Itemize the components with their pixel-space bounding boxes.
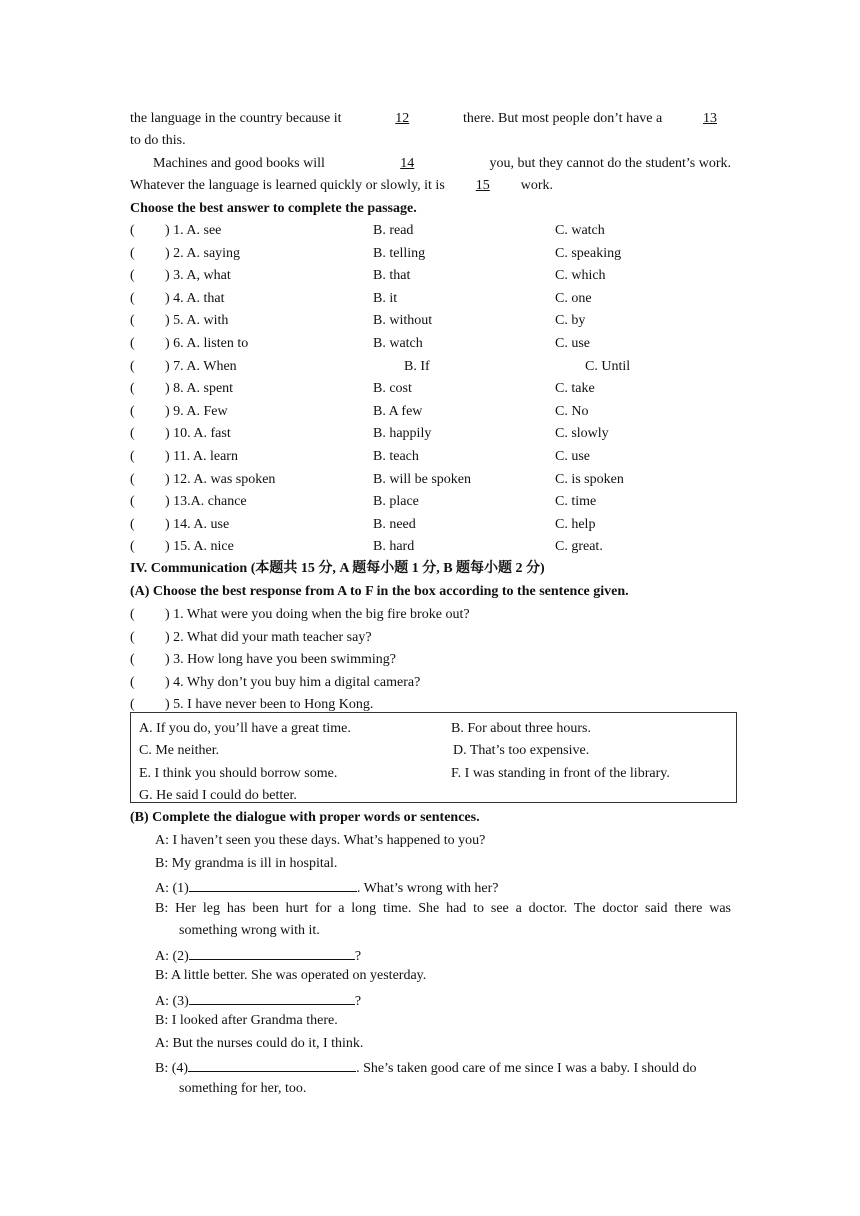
passage-text: Whatever the language is learned quickly or slowly, it is bbox=[130, 178, 445, 193]
mc-option-b: B. watch bbox=[373, 336, 423, 351]
dialogue-text: B: (4) bbox=[155, 1061, 189, 1076]
dialogue-text: ? bbox=[354, 994, 362, 1009]
mc-option-b: B. need bbox=[373, 517, 416, 532]
answer-paren: ( bbox=[130, 223, 135, 238]
section-heading: (B) Complete the dialogue with proper words or sentences. bbox=[130, 810, 480, 825]
dialogue-line: B: I looked after Grandma there. bbox=[155, 1013, 338, 1028]
answer-paren: ( bbox=[130, 517, 135, 532]
box-option: F. I was standing in front of the library. bbox=[451, 766, 670, 781]
mc-option-b: B. it bbox=[373, 291, 398, 306]
partA-question: ) 1. What were you doing when the big fire broke out? bbox=[165, 607, 470, 622]
dialogue-line: something wrong with it. bbox=[179, 923, 320, 938]
mc-question: ) 9. A. Few bbox=[165, 404, 228, 419]
mc-option-b: B. without bbox=[373, 313, 433, 328]
blank-15: 15 bbox=[475, 178, 490, 193]
mc-question: ) 15. A. nice bbox=[165, 539, 234, 554]
mc-option-c: C. use bbox=[555, 336, 590, 351]
answer-paren: ( bbox=[130, 675, 135, 690]
answer-paren: ( bbox=[130, 449, 135, 464]
answer-paren: ( bbox=[130, 359, 135, 374]
mc-question: ) 11. A. learn bbox=[165, 449, 238, 464]
answer-paren: ( bbox=[130, 472, 135, 487]
mc-question: ) 14. A. use bbox=[165, 517, 230, 532]
answer-box bbox=[130, 712, 737, 803]
dialogue-line: A: I haven’t seen you these days. What’s happened to you? bbox=[155, 833, 486, 848]
mc-option-c: C. take bbox=[555, 381, 595, 396]
mc-option-b: B. that bbox=[373, 268, 411, 283]
section-heading: IV. Communication (本题共 15 分, A 题每小题 1 分, B 题每小题 2 分) bbox=[130, 561, 545, 576]
blank-14: 14 bbox=[400, 156, 415, 171]
passage-text: you, but they cannot do the student’s work. bbox=[489, 156, 731, 171]
answer-paren: ( bbox=[130, 630, 135, 645]
box-option: G. He said I could do better. bbox=[139, 788, 297, 803]
answer-paren: ( bbox=[130, 381, 135, 396]
mc-question: ) 6. A. listen to bbox=[165, 336, 249, 351]
box-option: E. I think you should borrow some. bbox=[139, 766, 338, 781]
mc-option-b: B. read bbox=[373, 223, 414, 238]
blank-12: 12 bbox=[395, 111, 410, 126]
dialogue-line: B: My grandma is ill in hospital. bbox=[155, 856, 338, 871]
mc-option-b: B. telling bbox=[373, 246, 426, 261]
dialogue-text: A: (1) bbox=[155, 881, 189, 896]
passage-line-2: to do this. bbox=[130, 133, 186, 148]
answer-blank-3[interactable] bbox=[189, 991, 355, 1005]
answer-blank-2[interactable] bbox=[189, 946, 355, 960]
box-option: A. If you do, you’ll have a great time. bbox=[139, 721, 351, 736]
answer-paren: ( bbox=[130, 268, 135, 283]
passage-line-4 bbox=[130, 178, 553, 194]
dialogue-line: A: But the nurses could do it, I think. bbox=[155, 1036, 364, 1051]
answer-paren: ( bbox=[130, 404, 135, 419]
mc-option-c: C. by bbox=[555, 313, 586, 328]
section-heading: (A) Choose the best response from A to F in the box according to the sentence given. bbox=[130, 584, 629, 599]
dialogue-text: A: (2) bbox=[155, 949, 189, 964]
dialogue-text: . What’s wrong with her? bbox=[356, 881, 499, 896]
mc-option-c: C. use bbox=[555, 449, 590, 464]
answer-paren: ( bbox=[130, 426, 135, 441]
answer-paren: ( bbox=[130, 313, 135, 328]
mc-option-c: C. slowly bbox=[555, 426, 609, 441]
mc-option-c: C. help bbox=[555, 517, 596, 532]
mc-option-b: B. will be spoken bbox=[373, 472, 471, 487]
mc-option-b: B. cost bbox=[373, 381, 412, 396]
dialogue-line bbox=[155, 991, 361, 1010]
mc-option-c: C. one bbox=[555, 291, 592, 306]
mc-option-c: C. watch bbox=[555, 223, 605, 238]
dialogue-text: A: (3) bbox=[155, 994, 189, 1009]
mc-option-c: C. Until bbox=[585, 359, 631, 374]
dialogue-line bbox=[155, 878, 498, 897]
mc-option-c: C. speaking bbox=[555, 246, 622, 261]
mc-option-c: C. great. bbox=[555, 539, 603, 554]
answer-paren: ( bbox=[130, 652, 135, 667]
blank-13: 13 bbox=[702, 111, 717, 126]
dialogue-text: . She’s taken good care of me since I was a baby. I should do bbox=[356, 1061, 697, 1076]
mc-question: ) 10. A. fast bbox=[165, 426, 231, 441]
mc-option-b: B. A few bbox=[373, 404, 423, 419]
mc-question: ) 12. A. was spoken bbox=[165, 472, 276, 487]
mc-option-b: B. hard bbox=[373, 539, 415, 554]
mc-question: ) 3. A, what bbox=[165, 268, 231, 283]
dialogue-text: ? bbox=[354, 949, 362, 964]
mc-option-c: C. is spoken bbox=[555, 472, 624, 487]
section-heading: Choose the best answer to complete the passage. bbox=[130, 201, 417, 216]
partA-question: ) 4. Why don’t you buy him a digital camera? bbox=[165, 675, 421, 690]
answer-blank-1[interactable] bbox=[189, 878, 357, 892]
answer-paren: ( bbox=[130, 291, 135, 306]
passage-text: work. bbox=[520, 178, 554, 193]
partA-question: ) 5. I have never been to Hong Kong. bbox=[165, 697, 374, 712]
passage-text: Machines and good books will bbox=[153, 156, 325, 171]
mc-option-c: C. time bbox=[555, 494, 597, 509]
mc-option-b: B. teach bbox=[373, 449, 419, 464]
passage-line-3 bbox=[153, 156, 731, 172]
dialogue-line: B: Her leg has been hurt for a long time. She had to see a doctor. The doctor said there was bbox=[155, 901, 731, 916]
mc-option-c: C. which bbox=[555, 268, 606, 283]
answer-paren: ( bbox=[130, 336, 135, 351]
answer-paren: ( bbox=[130, 607, 135, 622]
passage-line-1 bbox=[130, 111, 731, 127]
dialogue-line: something for her, too. bbox=[179, 1081, 307, 1096]
answer-paren: ( bbox=[130, 494, 135, 509]
dialogue-text bbox=[155, 1058, 697, 1077]
box-option: B. For about three hours. bbox=[451, 721, 591, 736]
answer-paren: ( bbox=[130, 539, 135, 554]
mc-question: ) 4. A. that bbox=[165, 291, 225, 306]
mc-question: ) 13.A. chance bbox=[165, 494, 247, 509]
mc-question: ) 7. A. When bbox=[165, 359, 237, 374]
dialogue-line bbox=[155, 946, 361, 965]
answer-paren: ( bbox=[130, 246, 135, 261]
mc-option-b: B. happily bbox=[373, 426, 432, 441]
answer-paren: ( bbox=[130, 697, 135, 712]
mc-question: ) 1. A. see bbox=[165, 223, 222, 238]
partA-question: ) 3. How long have you been swimming? bbox=[165, 652, 396, 667]
mc-question: ) 5. A. with bbox=[165, 313, 229, 328]
answer-blank-4[interactable] bbox=[188, 1058, 356, 1072]
mc-question: ) 8. A. spent bbox=[165, 381, 234, 396]
mc-option-c: C. No bbox=[555, 404, 589, 419]
passage-text: the language in the country because it bbox=[130, 111, 342, 126]
box-option: C. Me neither. bbox=[139, 743, 220, 758]
dialogue-line bbox=[155, 1058, 731, 1077]
mc-option-b: B. place bbox=[373, 494, 419, 509]
mc-option-b: B. If bbox=[404, 359, 430, 374]
partA-question: ) 2. What did your math teacher say? bbox=[165, 630, 372, 645]
passage-text: there. But most people don’t have a bbox=[463, 111, 663, 126]
box-option: D. That’s too expensive. bbox=[453, 743, 590, 758]
mc-question: ) 2. A. saying bbox=[165, 246, 241, 261]
dialogue-line: B: A little better. She was operated on yesterday. bbox=[155, 968, 427, 983]
